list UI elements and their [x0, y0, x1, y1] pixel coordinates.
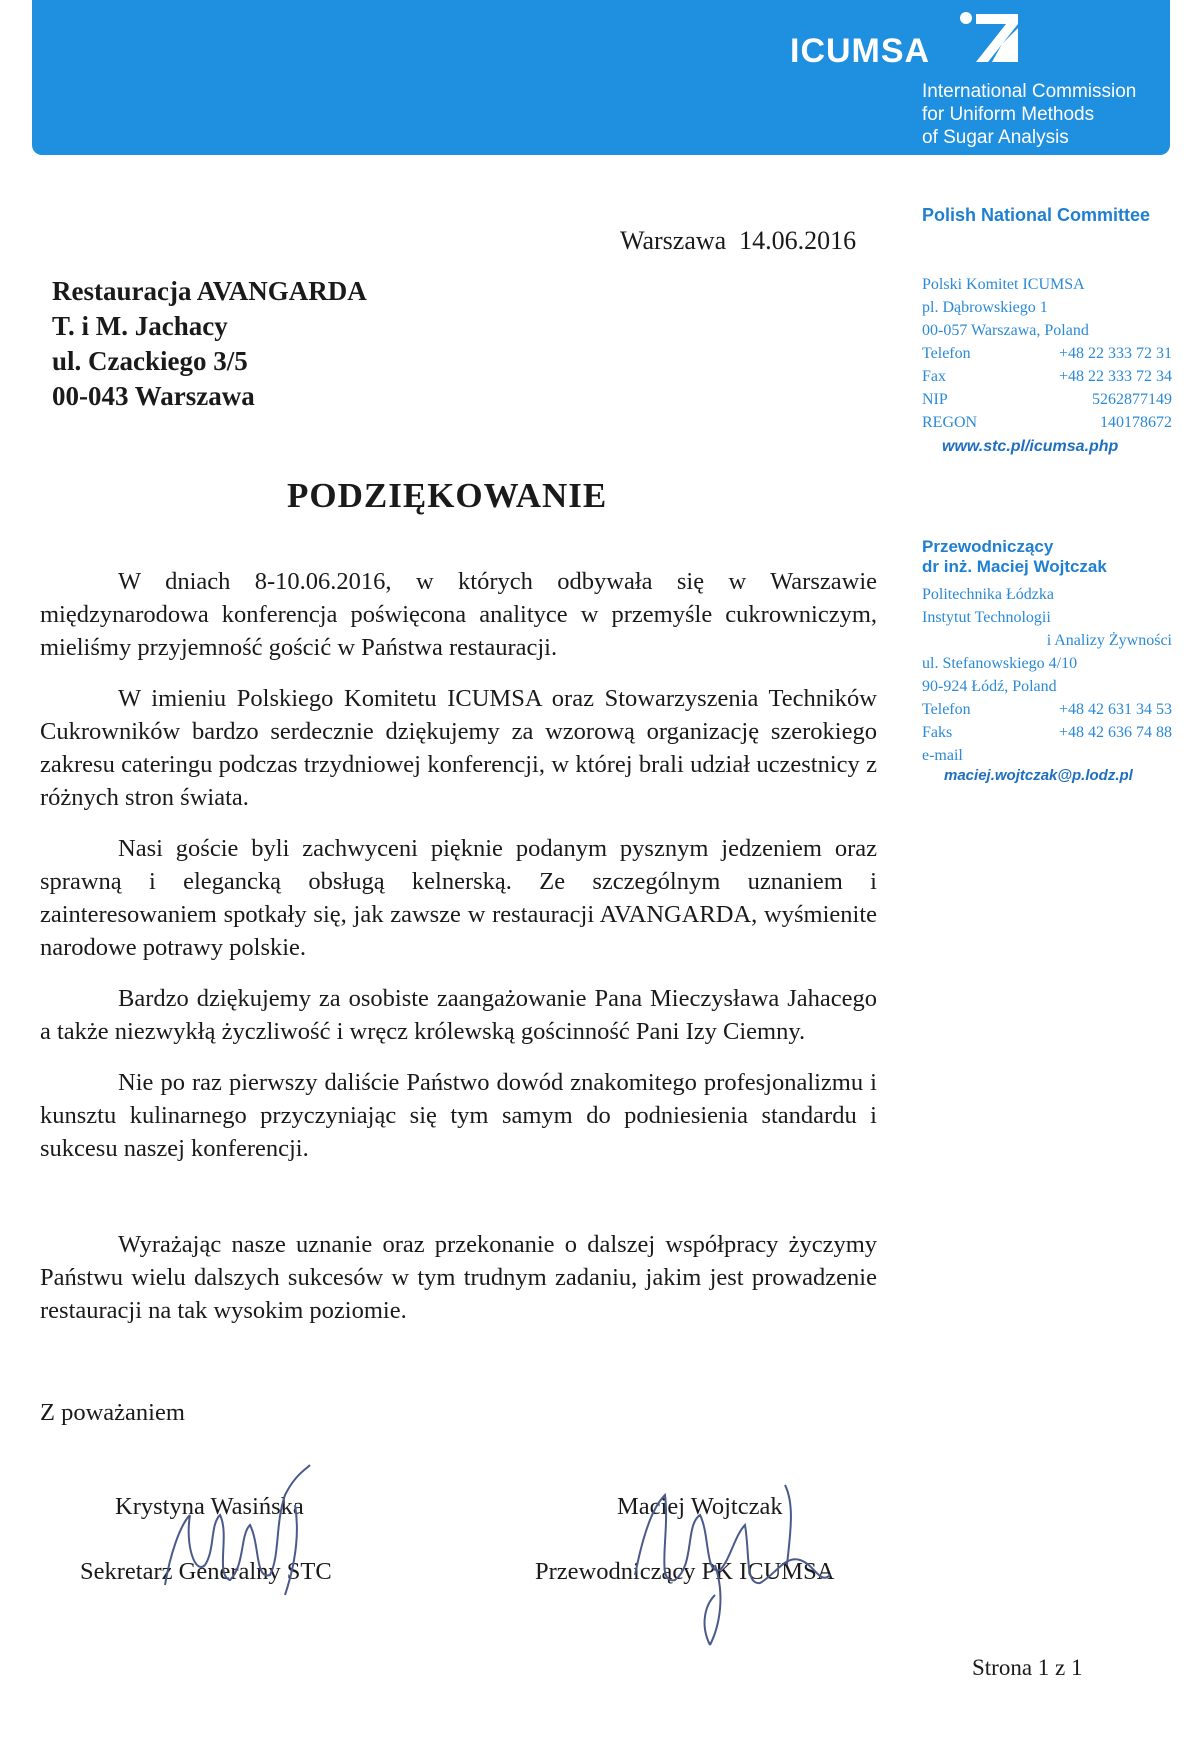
chair-org: Instytut Technologii — [922, 609, 1051, 626]
chair-org: i Analizy Żywności — [1046, 632, 1172, 649]
chair-title: Przewodniczący — [922, 537, 1054, 556]
letter-title: PODZIĘKOWANIE — [287, 476, 608, 515]
tagline — [922, 80, 1136, 149]
closing-paragraph: Wyrażając nasze uznanie oraz przekonanie o dalszej współpracy życzymy Państwu wielu dalszych sukcesów w tym trudnym zadaniu, jakim jest prowadzenie restauracji na tak wysokim poziomie. — [40, 1231, 877, 1324]
org-name: Polski Komitet ICUMSA — [922, 276, 1085, 293]
tagline-line: of Sugar Analysis — [922, 127, 1069, 148]
signer2-role: Przewodniczący PK ICUMSA — [535, 1558, 835, 1585]
committee-heading: Polish National Committee — [922, 205, 1151, 225]
contact-row: REGON 140178672 — [922, 414, 1172, 431]
recipient-line: 00-043 Warszawa — [52, 381, 255, 411]
address-line: pl. Dąbrowskiego 1 — [922, 299, 1048, 316]
chair-address: ul. Stefanowskiego 4/10 — [922, 655, 1078, 672]
signature-1-image — [145, 1455, 325, 1605]
chair-address: 90-924 Łódź, Poland — [922, 678, 1057, 695]
email-label: e-mail — [922, 747, 963, 764]
letter-date: Warszawa 14.06.2016 — [620, 226, 857, 255]
signature-2-image — [615, 1465, 845, 1655]
brand-name: ICUMSA — [790, 32, 931, 70]
recipient-line: Restauracja AVANGARDA — [52, 276, 367, 306]
recipient-address — [52, 274, 367, 414]
letter-body — [40, 565, 877, 1183]
chair-org: Politechnika Łódzka — [922, 586, 1054, 603]
tagline-line: International Commission — [922, 81, 1137, 102]
tagline-line: for Uniform Methods — [922, 104, 1095, 125]
contact-row: Faks +48 42 636 74 88 — [922, 724, 1172, 741]
contact-row: Telefon +48 42 631 34 53 — [922, 701, 1172, 718]
contact-row: Fax +48 22 333 72 34 — [922, 368, 1172, 385]
body-paragraph: Nasi goście byli zachwyceni pięknie podanym pysznym jedzeniem oraz sprawną i elegancką obsługą kelnerską. Ze szczególnym uznaniem i zainteresowaniem spotkały się, jak zawsze w restauracji AVANGARDA, wyśmienite narodowe potrawy polskie. — [40, 835, 877, 961]
signer1-name: Krystyna Wasińska — [115, 1493, 304, 1520]
body-paragraph: Nie po raz pierwszy daliście Państwo dowód znakomitego profesjonalizmu i kunsztu kulinarnego przyczyniając się tym samym do podniesienia standardu i sukcesu naszej konferencji. — [40, 1069, 877, 1162]
website-link[interactable]: www.stc.pl/icumsa.php — [942, 438, 1119, 455]
body-paragraph: W imieniu Polskiego Komitetu ICUMSA oraz Stowarzyszenia Techników Cukrowników bardzo serdecznie dziękujemy za wzorową organizację szerokiego zakresu cateringu podczas trzydniowej konferencji, w której brali udział uczestnicy z różnych stron świata. — [40, 685, 877, 811]
greeting: Z poważaniem — [40, 1399, 185, 1426]
address-line: 00-057 Warszawa, Poland — [922, 322, 1089, 339]
signer1-role: Sekretarz Generalny STC — [80, 1558, 332, 1585]
contact-row: NIP 5262877149 — [922, 391, 1172, 408]
body-paragraph: W dniach 8-10.06.2016, w których odbywała się w Warszawie międzynarodowa konferencja poświęcona analityce w przemyśle cukrowniczym, mieliśmy przyjemność gościć w Państwa restauracji. — [40, 568, 877, 661]
sidebar-committee — [922, 205, 1172, 226]
sidebar-contact-block — [922, 273, 1172, 456]
body-paragraph: Bardzo dziękujemy za osobiste zaangażowanie Pana Mieczysława Jahacego a także niezwykłą życzliwość i wręcz królewską gościnność Pani Izy Ciemny. — [40, 985, 877, 1045]
recipient-line: ul. Czackiego 3/5 — [52, 346, 248, 376]
chair-name: dr inż. Maciej Wojtczak — [922, 557, 1107, 576]
recipient-line: T. i M. Jachacy — [52, 311, 228, 341]
email-link[interactable]: maciej.wojtczak@p.lodz.pl — [944, 767, 1133, 784]
contact-row: Telefon +48 22 333 72 31 — [922, 345, 1172, 362]
icumsa-logo-icon — [958, 10, 1020, 66]
page-number: Strona 1 z 1 — [972, 1655, 1083, 1680]
sidebar-chair-block — [922, 537, 1172, 784]
signer2-name: Maciej Wojtczak — [617, 1493, 783, 1520]
